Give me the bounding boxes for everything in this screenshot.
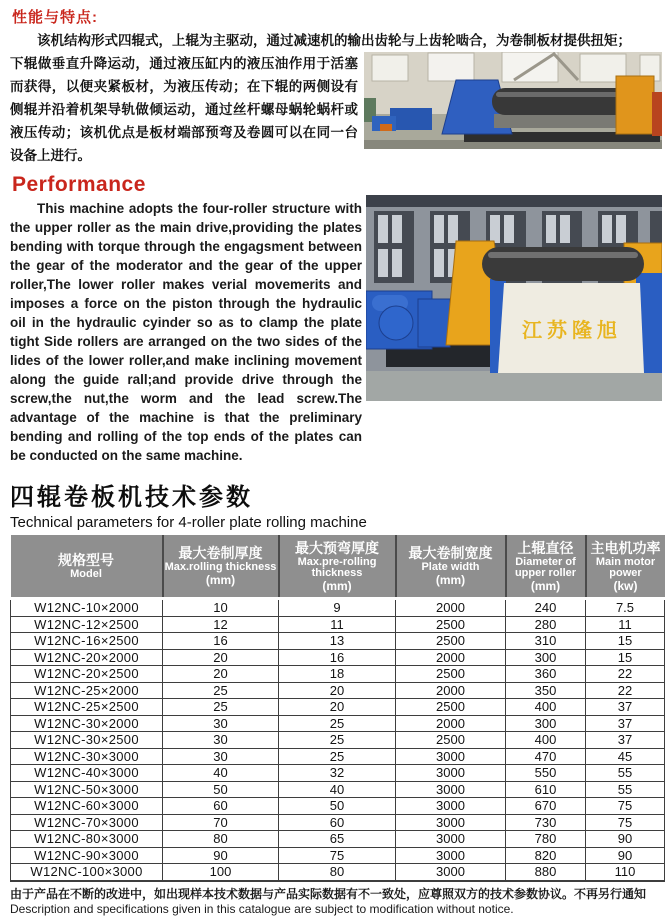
table-row: [11, 847, 665, 864]
cell-model: W12NC-50×3000: [11, 781, 163, 798]
table-title-en: Technical parameters for 4-roller plate rolling machine: [10, 514, 367, 531]
cell-max-prerolling: 50: [279, 798, 396, 815]
cell-plate-width: 2500: [396, 666, 506, 683]
cell-max-rolling: 30: [163, 715, 279, 732]
cell-max-rolling: 30: [163, 748, 279, 765]
cell-max-rolling: 10: [163, 599, 279, 617]
col-header-motor-power: [586, 535, 665, 599]
cell-roller-diameter: 300: [506, 715, 586, 732]
cell-roller-diameter: 400: [506, 732, 586, 749]
cell-max-rolling: 90: [163, 847, 279, 864]
machine-photo-top: [364, 52, 662, 149]
table-header-row: [11, 535, 665, 599]
cell-max-prerolling: 25: [279, 715, 396, 732]
col-header-zh: 最大卷制宽度: [408, 545, 493, 562]
cell-plate-width: 3000: [396, 831, 506, 848]
table-row: [11, 682, 665, 699]
features-paragraph-rest: 下辊做垂直升降运动，通过液压缸内的液压油作用于活塞而获得，以便夹紧板材，为液压传动；在下辊的两侧设有侧辊并沿着机架导轨做倾运动，通过丝杆螺母蜗轮蜗杆或液压传动；该机优点是板材端部预弯及卷圆可以在同一台设备上进行。: [10, 56, 358, 163]
cell-model: W12NC-25×2500: [11, 699, 163, 716]
cell-max-rolling: 100: [163, 864, 279, 881]
table-row: [11, 633, 665, 650]
performance-heading: Performance: [12, 173, 146, 196]
col-header-zh: 最大卷制厚度: [178, 545, 263, 562]
col-header-max-rolling: [163, 535, 279, 599]
table-row: [11, 732, 665, 749]
cell-plate-width: 3000: [396, 748, 506, 765]
cell-model: W12NC-60×3000: [11, 798, 163, 815]
cell-max-rolling: 50: [163, 781, 279, 798]
cell-plate-width: 2000: [396, 715, 506, 732]
cell-motor-power: 11: [586, 616, 665, 633]
cell-motor-power: 22: [586, 666, 665, 683]
table-row: [11, 649, 665, 666]
cell-roller-diameter: 470: [506, 748, 586, 765]
cell-motor-power: 22: [586, 682, 665, 699]
table-section: [10, 477, 662, 916]
cell-model: W12NC-25×2000: [11, 682, 163, 699]
cell-motor-power: 37: [586, 715, 665, 732]
machine-photo-top-illustration: [364, 52, 662, 149]
cell-max-rolling: 30: [163, 732, 279, 749]
cell-plate-width: 3000: [396, 814, 506, 831]
cell-motor-power: 75: [586, 814, 665, 831]
cell-model: W12NC-10×2000: [11, 599, 163, 617]
cell-roller-diameter: 670: [506, 798, 586, 815]
table-row: [11, 765, 665, 782]
cell-max-rolling: 16: [163, 633, 279, 650]
cell-max-prerolling: 13: [279, 633, 396, 650]
col-header-zh: 规格型号: [58, 551, 114, 568]
cell-model: W12NC-12×2500: [11, 616, 163, 633]
cell-plate-width: 3000: [396, 765, 506, 782]
cell-plate-width: 2000: [396, 682, 506, 699]
cell-max-prerolling: 25: [279, 732, 396, 749]
cell-plate-width: 2000: [396, 599, 506, 617]
cell-model: W12NC-80×3000: [11, 831, 163, 848]
machine-photo-side: [366, 195, 662, 401]
cell-model: W12NC-30×3000: [11, 748, 163, 765]
col-header-unit: (mm): [435, 572, 466, 587]
cell-model: W12NC-30×2500: [11, 732, 163, 749]
features-paragraph-line1: 该机结构形式四辊式，上辊为主驱动，通过减速机的输出齿轮与上齿轮啮合，为卷制板材提供扭矩；: [37, 33, 631, 48]
cell-max-rolling: 20: [163, 649, 279, 666]
performance-section: [10, 171, 662, 465]
cell-max-rolling: 25: [163, 682, 279, 699]
cell-motor-power: 110: [586, 864, 665, 881]
cell-plate-width: 3000: [396, 798, 506, 815]
cell-max-prerolling: 16: [279, 649, 396, 666]
table-row: [11, 666, 665, 683]
performance-paragraph: This machine adopts the four-roller structure with the upper roller as the main drive,providing the plates bending with torque through the engagsment between the gear of the moderator and the gear of the upper roller,The lower roller makes verial movemerits and imposes a force on the piston through the hydraulic oil in the hydraulic cyinder so as to clamp the plate tight Side rollers are arranged on the two sides of the lides of the lower roller,and make inclining movement along the guide rall;and provide drive through the screw,the nut,the worm and the lead screw.The advantage of the machine is that the preliminary bending and rolling of the top ends of the plates can be conducted on the same machine.: [10, 201, 362, 463]
cell-max-prerolling: 80: [279, 864, 396, 881]
table-row: [11, 798, 665, 815]
cell-max-rolling: 40: [163, 765, 279, 782]
cell-max-rolling: 25: [163, 699, 279, 716]
cell-roller-diameter: 300: [506, 649, 586, 666]
cell-motor-power: 37: [586, 732, 665, 749]
cell-model: W12NC-30×2000: [11, 715, 163, 732]
cell-model: W12NC-40×3000: [11, 765, 163, 782]
cell-motor-power: 55: [586, 781, 665, 798]
cell-model: W12NC-20×2000: [11, 649, 163, 666]
cell-motor-power: 55: [586, 765, 665, 782]
cell-motor-power: 75: [586, 798, 665, 815]
col-header-en: Diameter of upper roller: [514, 555, 577, 579]
table-row: [11, 781, 665, 798]
table-title-zh: 四辊卷板机技术参数: [10, 484, 253, 511]
cell-motor-power: 15: [586, 633, 665, 650]
cell-roller-diameter: 550: [506, 765, 586, 782]
features-heading: 性能与特点:: [12, 9, 98, 26]
cell-motor-power: 45: [586, 748, 665, 765]
cell-plate-width: 2500: [396, 633, 506, 650]
cell-roller-diameter: 280: [506, 616, 586, 633]
table-row: [11, 599, 665, 617]
col-header-en: Model: [70, 567, 102, 580]
col-header-max-prerolling: [279, 535, 396, 599]
cell-roller-diameter: 610: [506, 781, 586, 798]
cell-model: W12NC-70×3000: [11, 814, 163, 831]
table-row: [11, 699, 665, 716]
col-header-roller-diameter: [506, 535, 586, 599]
cell-plate-width: 2000: [396, 649, 506, 666]
cell-roller-diameter: 880: [506, 864, 586, 881]
cell-motor-power: 7.5: [586, 599, 665, 617]
cell-roller-diameter: 820: [506, 847, 586, 864]
cell-max-prerolling: 65: [279, 831, 396, 848]
cell-model: W12NC-100×3000: [11, 864, 163, 881]
col-header-zh: 最大预弯厚度: [295, 539, 379, 556]
col-header-en: Max.pre-rolling thickness: [297, 555, 377, 579]
cell-plate-width: 3000: [396, 864, 506, 881]
cell-roller-diameter: 240: [506, 599, 586, 617]
col-header-unit: (mm): [530, 578, 561, 593]
cell-plate-width: 3000: [396, 781, 506, 798]
footer-note-en: Description and specifications given in this catalogue are subject to modification without notice.: [10, 901, 514, 916]
cell-motor-power: 37: [586, 699, 665, 716]
cell-max-prerolling: 75: [279, 847, 396, 864]
cell-roller-diameter: 350: [506, 682, 586, 699]
cell-plate-width: 2500: [396, 616, 506, 633]
col-header-model: [11, 535, 163, 599]
cell-motor-power: 15: [586, 649, 665, 666]
cell-max-prerolling: 25: [279, 748, 396, 765]
cell-model: W12NC-20×2500: [11, 666, 163, 683]
table-row: [11, 616, 665, 633]
cell-model: W12NC-90×3000: [11, 847, 163, 864]
features-section: [10, 6, 662, 167]
cell-plate-width: 2500: [396, 699, 506, 716]
cell-max-prerolling: 9: [279, 599, 396, 617]
cell-max-rolling: 80: [163, 831, 279, 848]
table-row: [11, 748, 665, 765]
cell-max-prerolling: 60: [279, 814, 396, 831]
cell-motor-power: 90: [586, 847, 665, 864]
table-row: [11, 715, 665, 732]
cell-plate-width: 2500: [396, 732, 506, 749]
table-body: [11, 599, 665, 881]
cell-roller-diameter: 400: [506, 699, 586, 716]
col-header-en: Max.rolling thickness: [164, 561, 277, 574]
cell-max-rolling: 60: [163, 798, 279, 815]
brand-watermark: 江苏隆旭: [522, 320, 622, 342]
cell-max-rolling: 12: [163, 616, 279, 633]
cell-max-prerolling: 18: [279, 666, 396, 683]
cell-roller-diameter: 310: [506, 633, 586, 650]
col-header-plate-width: [396, 535, 506, 599]
col-header-unit: (mm): [205, 572, 236, 587]
machine-yellow-frame: [616, 76, 654, 134]
col-header-zh: 主电机功率: [590, 539, 661, 556]
col-header-zh: 上辊直径: [517, 539, 574, 556]
cell-max-prerolling: 32: [279, 765, 396, 782]
cell-max-rolling: 70: [163, 814, 279, 831]
col-header-en: Main motor power: [595, 555, 656, 579]
col-header-en: Plate width: [421, 561, 480, 574]
col-header-unit: (kw): [613, 578, 638, 593]
cell-max-prerolling: 11: [279, 616, 396, 633]
cell-max-prerolling: 40: [279, 781, 396, 798]
cell-max-rolling: 20: [163, 666, 279, 683]
table-row: [11, 864, 665, 881]
cell-motor-power: 90: [586, 831, 665, 848]
footer-note-zh: 由于产品在不断的改进中，如出现样本技术数据与产品实际数据有不一致处，应尊照双方的技术参数协议。不再另行通知: [10, 886, 647, 901]
table-row: [11, 831, 665, 848]
col-header-unit: (mm): [322, 578, 352, 593]
cell-roller-diameter: 730: [506, 814, 586, 831]
machine-photo-side-illustration: [366, 195, 662, 401]
cell-max-prerolling: 20: [279, 682, 396, 699]
cell-roller-diameter: 780: [506, 831, 586, 848]
cell-roller-diameter: 360: [506, 666, 586, 683]
cell-model: W12NC-16×2500: [11, 633, 163, 650]
cell-max-prerolling: 20: [279, 699, 396, 716]
cell-plate-width: 3000: [396, 847, 506, 864]
table-row: [11, 814, 665, 831]
